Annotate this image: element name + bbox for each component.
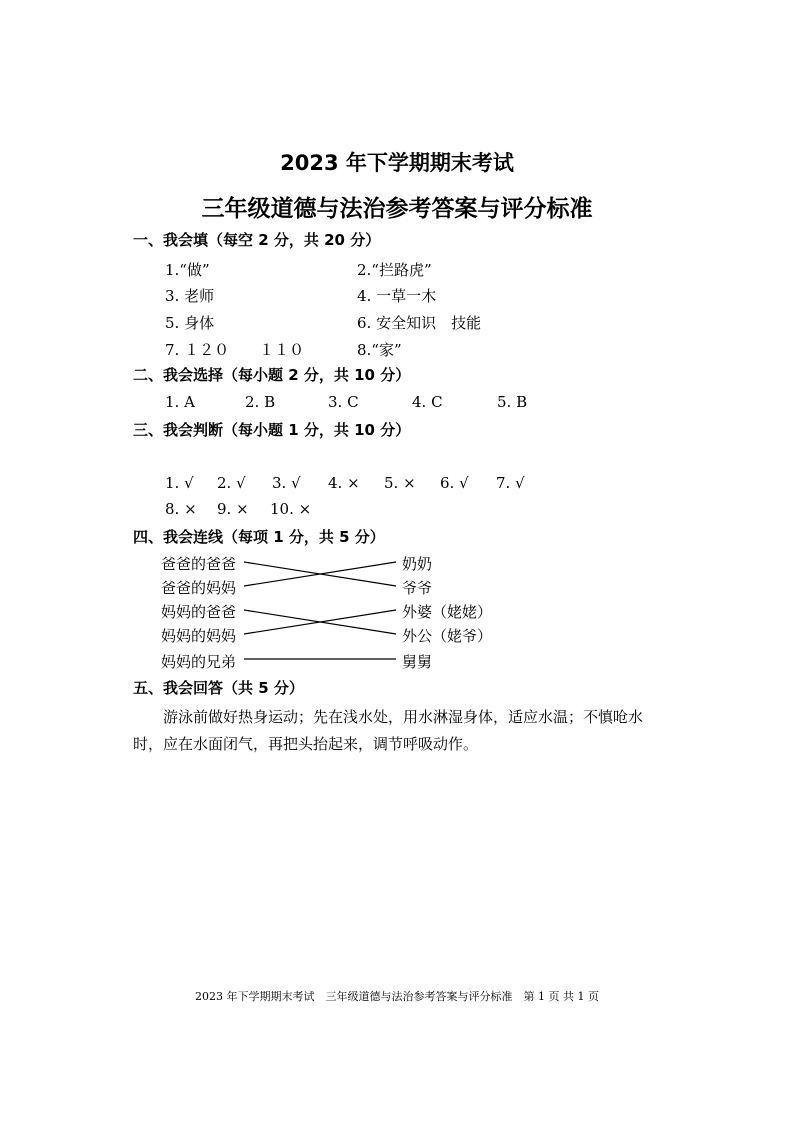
matching-right-item: 外公（姥爷） bbox=[402, 627, 493, 645]
matching-left-item: 妈妈的兄弟 bbox=[161, 653, 237, 671]
judge-answer: 6. √ bbox=[440, 474, 469, 492]
choice-answer: 3. C bbox=[328, 393, 359, 411]
judge-answer: 3. √ bbox=[272, 474, 301, 492]
fill-in-answer: 4. 一草一木 bbox=[357, 287, 437, 305]
section-fill-in-heading: 一、我会填（每空 2 分，共 20 分） bbox=[133, 231, 381, 249]
fill-in-answer: 5. 身体 bbox=[165, 314, 215, 332]
matching-right-item: 外婆（姥姥） bbox=[402, 603, 493, 621]
fill-in-answer: 3. 老师 bbox=[165, 287, 215, 305]
section-judge-heading: 三、我会判断（每小题 1 分，共 10 分） bbox=[133, 421, 411, 439]
judge-answer: 4. × bbox=[328, 474, 360, 492]
matching-left-item: 妈妈的妈妈 bbox=[161, 627, 237, 645]
matching-line bbox=[244, 562, 396, 586]
document-title-subject: 三年级道德与法治参考答案与评分标准 bbox=[201, 196, 593, 222]
matching-right-item: 舅舅 bbox=[402, 653, 433, 671]
matching-line bbox=[244, 610, 396, 634]
choice-answer: 5. B bbox=[497, 393, 528, 411]
section-choice-heading: 二、我会选择（每小题 2 分，共 10 分） bbox=[133, 366, 411, 384]
judge-answer: 7. √ bbox=[496, 474, 525, 492]
matching-left-item: 妈妈的爸爸 bbox=[161, 603, 237, 621]
matching-right-item: 爷爷 bbox=[402, 579, 433, 597]
page-footer: 2023 年下学期期末考试 三年级道德与法治参考答案与评分标准 第 1 页 共 1 页 bbox=[195, 990, 599, 1003]
section-matching-heading: 四、我会连线（每项 1 分，共 5 分） bbox=[133, 528, 385, 546]
fill-in-answer: 6. 安全知识 技能 bbox=[357, 314, 482, 332]
judge-answer: 10. × bbox=[270, 500, 312, 518]
fill-in-answer: 1.“做” bbox=[165, 261, 210, 279]
matching-left-item: 爸爸的妈妈 bbox=[161, 579, 237, 597]
judge-answer: 5. × bbox=[384, 474, 416, 492]
choice-answer: 4. C bbox=[412, 393, 443, 411]
judge-answer: 1. √ bbox=[165, 474, 194, 492]
matching-right-item: 奶奶 bbox=[402, 555, 433, 573]
matching-line bbox=[244, 610, 396, 634]
matching-left-item: 爸爸的爸爸 bbox=[161, 555, 237, 573]
judge-answer: 8. × bbox=[165, 500, 197, 518]
document-title-year: 2023 年下学期期末考试 bbox=[280, 151, 514, 175]
choice-answer: 1. A bbox=[165, 393, 195, 411]
fill-in-answer: 8.“家” bbox=[357, 341, 402, 359]
fill-in-answer: 2.“拦路虎” bbox=[357, 261, 432, 279]
judge-answer: 9. × bbox=[217, 500, 249, 518]
fill-in-answer: 7. １２０ １１０ bbox=[165, 341, 305, 359]
section-answer-heading: 五、我会回答（共 5 分） bbox=[133, 679, 304, 697]
judge-answer: 2. √ bbox=[217, 474, 246, 492]
choice-answer: 2. B bbox=[245, 393, 276, 411]
matching-line bbox=[244, 562, 396, 586]
section-answer-text: 游泳前做好热身运动；先在浅水处，用水淋湿身体，适应水温；不慎呛水时，应在水面闭气，再把头抬起来，调节呼吸动作。 bbox=[133, 708, 644, 753]
